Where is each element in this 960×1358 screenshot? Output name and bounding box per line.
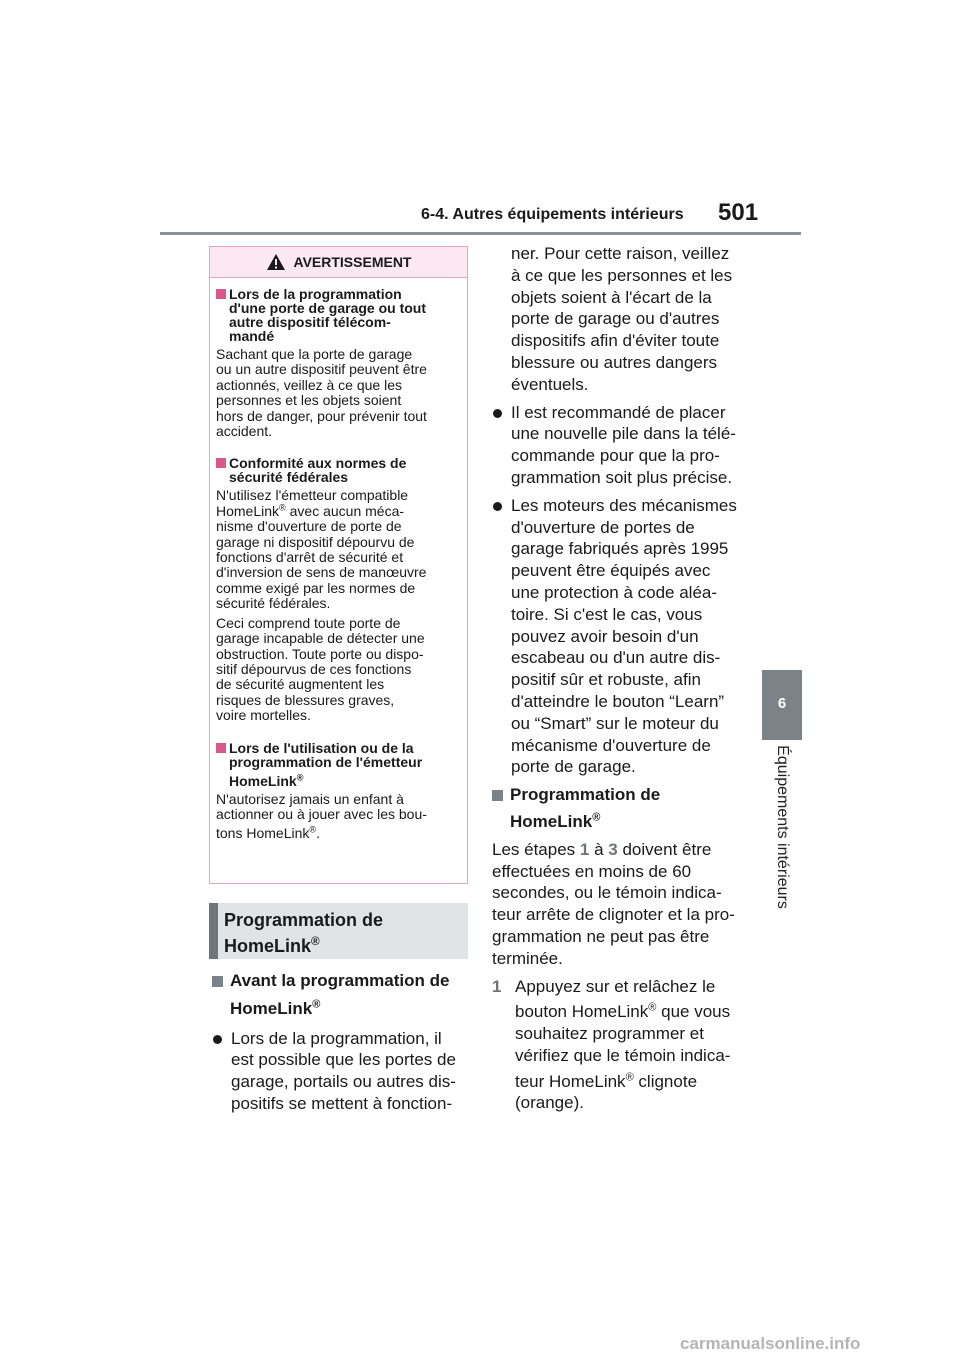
chapter-tab-number: 6 [777,695,787,712]
warning-heading-homelink-use: Lors de l'utilisation ou de la programmation de l'émetteur HomeLink® [216,741,460,788]
step-number: 1 [492,976,502,996]
warning-title: AVERTISSEMENT [293,254,412,270]
warning-triangle-icon [266,253,286,271]
bullet-programming-caution: Lors de la programmation, il est possible que les portes de garage, portails ou autres dis- positifs se mettent à fonction- [212,1028,474,1115]
bullet-dot-icon [493,502,502,511]
warning-text-children: N'autorisez jamais un enfant à actionner ou à jouer avec les bou- tons HomeLink®. [216,790,427,842]
bullet-dot-icon [213,1035,222,1044]
section-heading: Programmation de HomeLink® [209,903,468,959]
warning-text-federal-safety: N'utilisez l'émetteur compatible HomeLink® avec aucun méca- nisme d'ouverture de porte de garage ni dispositif dépourvu de fonctions d'arrêt de sécurité et d'inversion de sens de manœuvre comme exigé par les normes de sécurité fédérales. [216,487,427,612]
left-column [212,970,474,1115]
right-column [492,243,754,1114]
bullet-new-battery: Il est recommandé de placer une nouvelle pile dans la télé- commande pour que la pro- grammation soit plus précise. [492,402,754,489]
warning-box [209,246,468,884]
warning-heading-remote-programming: Lors de la programmation d'une porte de garage ou tout autre dispositif télécom- mandé [216,287,460,343]
square-bullet-icon [212,976,223,987]
warning-text-remote-programming: Sachant que la porte de garage ou un autre dispositif peuvent être actionnés, veillez à ce que les personnes et les objets soient hors de danger, pour prévenir tout accident. [216,346,427,440]
subheading-homelink-programming: Programmation de HomeLink® [492,784,754,833]
chapter-title: 6-4. Autres équipements intérieurs [421,206,684,223]
step-1: 1 Appuyez sur et relâchez le bouton HomeLink® que vous souhaitez programmer et vérifiez que le témoin indica- teur HomeLink® clignote (orange). [492,976,731,1113]
watermark: carmanualsonline.info [680,1334,861,1353]
header-rule [160,232,801,235]
warning-body [210,278,467,842]
bullet-rolling-code: Les moteurs des mécanismes d'ouverture de portes de garage fabriqués après 1995 peuvent être équipés avec une protection à code aléa- toire. Si c'est le cas, vous pouvez avoir besoin d'un escabeau ou d'un autre dis- positif sûr et robuste, afin d'atteindre le bouton “Learn” ou “Smart” sur le moteur du mécanisme d'ouverture de porte de garage. [492,495,754,778]
bullet-dot-icon [493,409,502,418]
square-bullet-icon [492,790,503,801]
paragraph-timing: Les étapes 1 à 3 doivent être effectuées en moins de 60 secondes, ou le témoin indica- teur arrête de clignoter et la pro- grammation ne peut pas être terminée. [492,839,735,968]
warning-heading-federal-safety: Conformité aux normes de sécurité fédérales [216,456,460,484]
square-bullet-icon [216,289,226,299]
bullet-continuation: ner. Pour cette raison, veillez à ce que les personnes et les objets soient à l'écart de la porte de garage ou d'autres dispositifs afin d'éviter toute blessure ou autres dangers éventuels. [511,244,733,394]
chapter-tab-label: Équipements intérieurs [774,745,791,909]
warning-header [210,247,467,278]
page-number: 501 [718,199,759,226]
square-bullet-icon [216,743,226,753]
subheading-before-programming: Avant la programmation de HomeLink® [212,970,474,1020]
warning-text-obstruction: Ceci comprend toute porte de garage incapable de détecter une obstruction. Toute porte ou dispo- sitif dépourvus de ces fonctions de sécurité augmentent les risques de blessures graves, voire mortelles. [216,614,425,724]
square-bullet-icon [216,458,226,468]
